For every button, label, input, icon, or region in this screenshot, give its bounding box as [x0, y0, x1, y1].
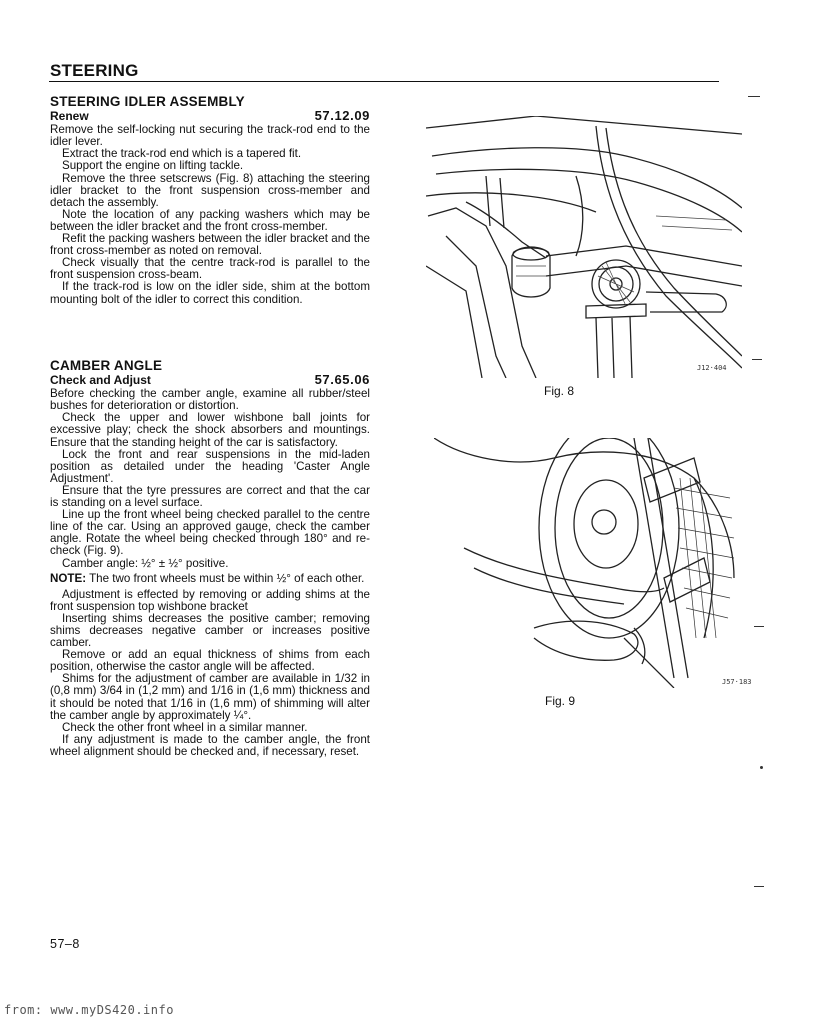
fig8-illustration	[426, 116, 742, 378]
margin-mark	[754, 626, 764, 627]
camber-code: 57.65.06	[314, 372, 370, 388]
margin-mark	[752, 359, 762, 360]
camber-note	[50, 573, 370, 585]
paragraph: If any adjustment is made to the camber angle, the front wheel alignment should be checked and, if necessary, reset.	[50, 732, 370, 758]
idler-sub: Renew	[50, 109, 89, 124]
idler-subheading	[50, 110, 370, 122]
margin-mark	[754, 886, 764, 887]
fig9-caption: Fig. 9	[545, 694, 576, 708]
margin-dot	[760, 766, 763, 769]
paragraph: Remove or add an equal thickness of shims from each position, otherwise the castor angle will be affected.	[50, 648, 370, 674]
note-label: NOTE:	[50, 571, 87, 585]
paragraph: Check visually that the centre track-rod is parallel to the front suspension cross-beam.	[50, 256, 370, 282]
idler-section	[50, 96, 370, 306]
paragraph: Line up the front wheel being checked parallel to the centre line of the car. Using an approved gauge, check the camber angle. Rotate the wheel being checked through 180° and re-check (Fig. 9).	[50, 508, 370, 558]
note-text: The two front wheels must be within ½° of each other.	[86, 571, 365, 585]
paragraph: Refit the packing washers between the idler bracket and the front cross-member as noted on removal.	[50, 232, 370, 258]
paragraph: Check the upper and lower wishbone ball joints for excessive play; check the shock absorbers and mountings. Ensure that the standing height of the car is satisfactory.	[50, 411, 370, 449]
camber-body-2	[50, 589, 370, 758]
camber-sub: Check and Adjust	[50, 373, 151, 388]
paragraph: Remove the three setscrews (Fig. 8) attaching the steering idler bracket to the front suspension cross-member and detach the assembly.	[50, 171, 370, 209]
paragraph: Lock the front and rear suspensions in the mid-laden position as detailed under the heading 'Caster Angle Adjustment'.	[50, 447, 370, 485]
paragraph: If the track-rod is low on the idler side, shim at the bottom mounting bolt of the idler to correct this condition.	[50, 280, 370, 306]
camber-subheading	[50, 374, 370, 386]
margin-mark	[748, 96, 760, 97]
footer-source: from: www.myDS420.info	[4, 1003, 174, 1017]
fig9-ref: J57·183	[722, 678, 752, 686]
paragraph: Note the location of any packing washers which may be between the idler bracket and the front cross-member.	[50, 207, 370, 233]
paragraph: Inserting shims decreases the positive camber; removing shims decreases negative camber or increases positive camber.	[50, 611, 370, 650]
paragraph: Adjustment is effected by removing or adding shims at the front suspension top wishbone bracket	[50, 587, 370, 613]
paragraph: Ensure that the tyre pressures are correct and that the car is standing on a level surface.	[50, 483, 370, 510]
page-number: 57–8	[50, 937, 80, 951]
paragraph: Before checking the camber angle, examine all rubber/steel bushes for deterioration or distortion.	[50, 387, 370, 413]
paragraph: Extract the track-rod end which is a tapered fit.	[62, 147, 302, 161]
paragraph: Shims for the adjustment of camber are available in 1/32 in (0,8 mm) 3/64 in (1,2 mm) and 1/16 in (1,6 mm) thickness and it should be noted that 1/16 in (1,6 mm) of shimming will alter the camber angle by approximately ¼°.	[50, 672, 370, 722]
idler-title: STEERING IDLER ASSEMBLY	[50, 94, 245, 109]
paragraph: Remove the self-locking nut securing the track-rod end to the idler lever.	[50, 123, 370, 149]
camber-section	[50, 360, 370, 758]
paragraph: Support the engine on lifting tackle.	[62, 159, 244, 173]
fig8-caption: Fig. 8	[544, 384, 575, 398]
section-title: STEERING	[50, 61, 139, 80]
camber-body-1	[50, 388, 370, 569]
paragraph: Camber angle: ½° ± ½° positive.	[62, 556, 229, 570]
paragraph: Check the other front wheel in a similar manner.	[62, 720, 308, 734]
fig8-ref: J12·404	[697, 364, 727, 372]
header-rule	[49, 81, 719, 82]
fig9-illustration	[434, 438, 748, 688]
idler-code: 57.12.09	[314, 108, 370, 124]
idler-body	[50, 124, 370, 305]
camber-title: CAMBER ANGLE	[50, 358, 163, 373]
